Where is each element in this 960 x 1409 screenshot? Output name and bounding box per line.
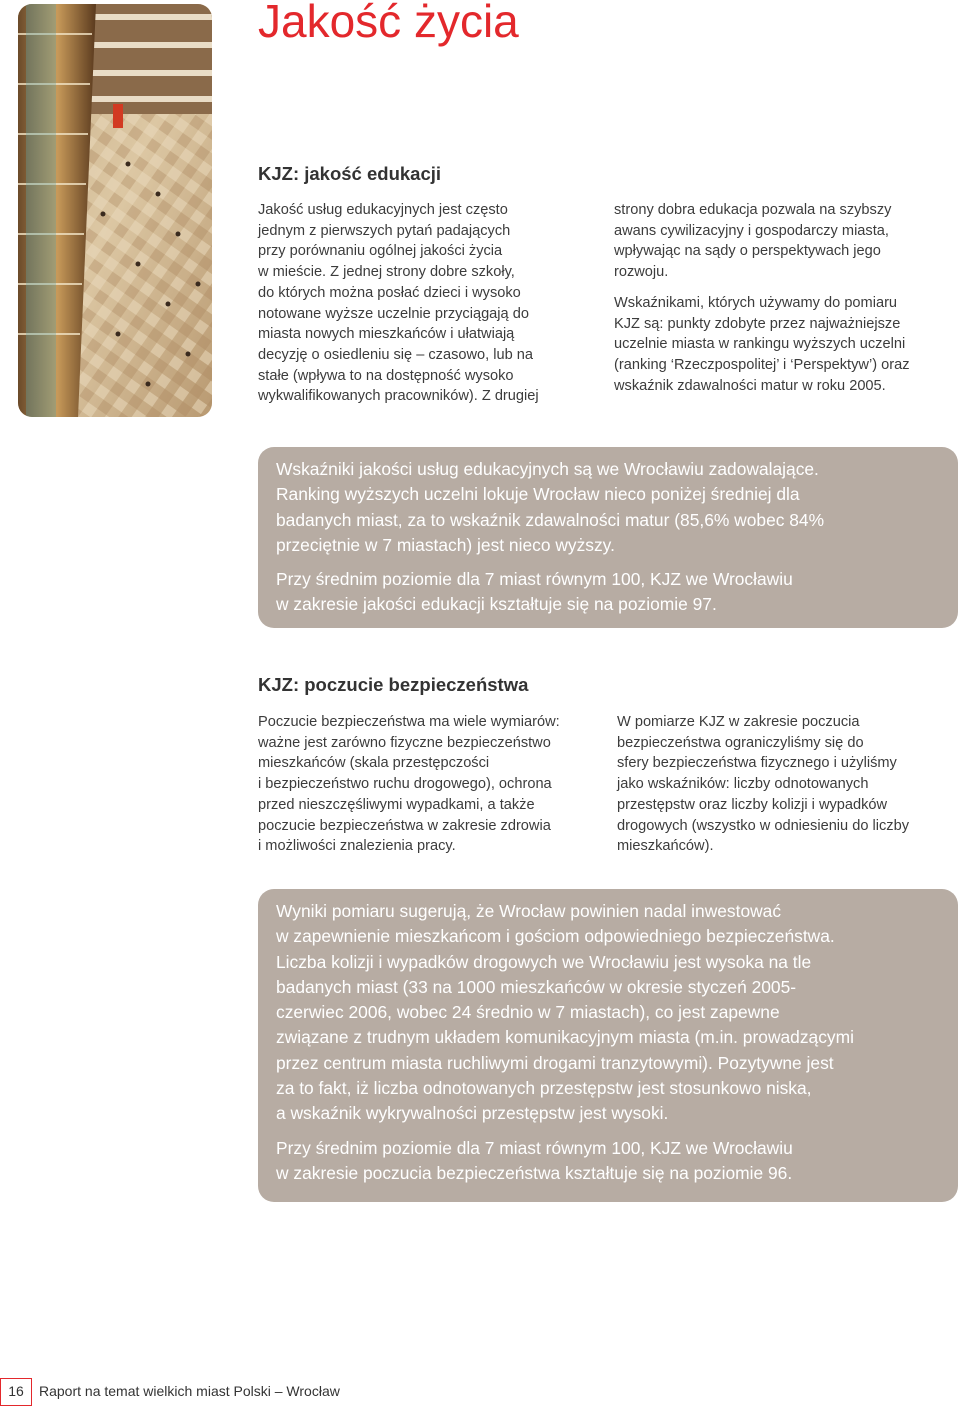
safety-paragraph: Poczucie bezpieczeństwa ma wiele wymiarów: ważne jest zarówno fizyczne bezpieczeństwo mieszkańców (skala przestępczości i bezpieczeństwo ruchu drogowego), ochrona przed nieszczęśliwymi wypadkami, a także poczucie bezpieczeństwa w zakresie zdrowia i możliwości znalezienia pracy. xyxy=(258,714,560,855)
safety-heading: KJZ: poczucie bezpieczeństwa xyxy=(258,674,529,695)
footer-text: Raport na temat wielkich miast Polski – Wrocław xyxy=(39,1383,340,1399)
safety-summary-result: Przy średnim poziomie dla 7 miast równym 100, KJZ we Wrocławiu w zakresie poczucia bezpieczeństwa kształtuje się na poziomie 96. xyxy=(276,1137,793,1183)
safety-summary-text: Wyniki pomiaru sugerują, że Wrocław powinien nadal inwestować w zapewnienie mieszkańcom i gościom odpowiedniego bezpieczeństwa. Liczba kolizji i wypadków drogowych we Wrocławiu jest wysoka na tle badanych miast (33 na 1000 mieszkańców w okresie styczeń 2005- czerwiec 2006, wobec 24 średnio w 7 miastach), co jest zapewne związane z trudnym układem komunikacyjnym miasta (m.in. prowadzącymi przez centrum miasta ruchliwymi drogami tranzytowymi). Pozytywne jest za to fakt, iż liczba odnotowanych przestępstw jest stosunkowo niska, a wskaźnik wykrywalności przestępstw jest wysoki. xyxy=(276,901,854,1124)
safety-column-2 xyxy=(617,712,960,867)
safety-paragraph: W pomiarze KJZ w zakresie poczucia bezpieczeństwa ograniczyliśmy się do sfery bezpieczeństwa fizycznego i użyliśmy jako wskaźników: liczby odnotowanych przestępstw oraz liczby kolizji i wypadków drogowych (wszystko w odniesieniu do liczby mieszkańców). xyxy=(617,714,910,855)
page-number: 16 xyxy=(0,1378,32,1406)
education-paragraph: Wskaźnikami, których używamy do pomiaru KJZ są: punkty zdobyte przez najważniejsze uczelnie miasta w rankingu wyższych uczelni (ranking ‘Rzeczpospolitej’ i ‘Perspektyw’) oraz wskaźnik zdawalności matur w roku 2005. xyxy=(614,294,910,394)
education-paragraph: strony dobra edukacja pozwala na szybszy awans cywilizacyjny i gospodarczy miasta, wpływając na sądy o perspektywach jego rozwoju. xyxy=(614,202,892,281)
education-summary-box xyxy=(258,447,958,628)
education-summary-result: Przy średnim poziomie dla 7 miast równym 100, KJZ we Wrocławiu w zakresie jakości edukacji kształtuje się na poziomie 97. xyxy=(276,569,793,615)
safety-column-1 xyxy=(258,712,603,867)
education-heading: KJZ: jakość edukacji xyxy=(258,163,442,184)
education-column-1 xyxy=(258,200,588,417)
page-title: Jakość życia xyxy=(258,0,519,47)
safety-summary-box xyxy=(258,889,958,1202)
education-summary-text: Wskaźniki jakości usług edukacyjnych są we Wrocławiu zadowalające. Ranking wyższych uczelni lokuje Wrocław nieco poniżej średniej dla badanych miast, za to wskaźnik zdawalności matur (85,6% wobec 84% przeciętnie w 7 miastach) jest nieco wyższy. xyxy=(276,459,825,555)
mall-atrium-photo xyxy=(18,4,212,417)
education-paragraph: Jakość usług edukacyjnych jest często jednym z pierwszych pytań padających przy porównaniu ogólnej jakości życia w mieście. Z jednej strony dobre szkoły, do których można posłać dzieci i wysoko notowane wyższe uczelnie przyciągają do miasta nowych mieszkańców i ułatwiają decyzję o osiedleniu się – czasowo, lub na stałe (wpływa to na dostępność wysoko wykwalifikowanych pracowników). Z drugiej xyxy=(258,202,539,405)
education-column-2 xyxy=(614,200,960,406)
